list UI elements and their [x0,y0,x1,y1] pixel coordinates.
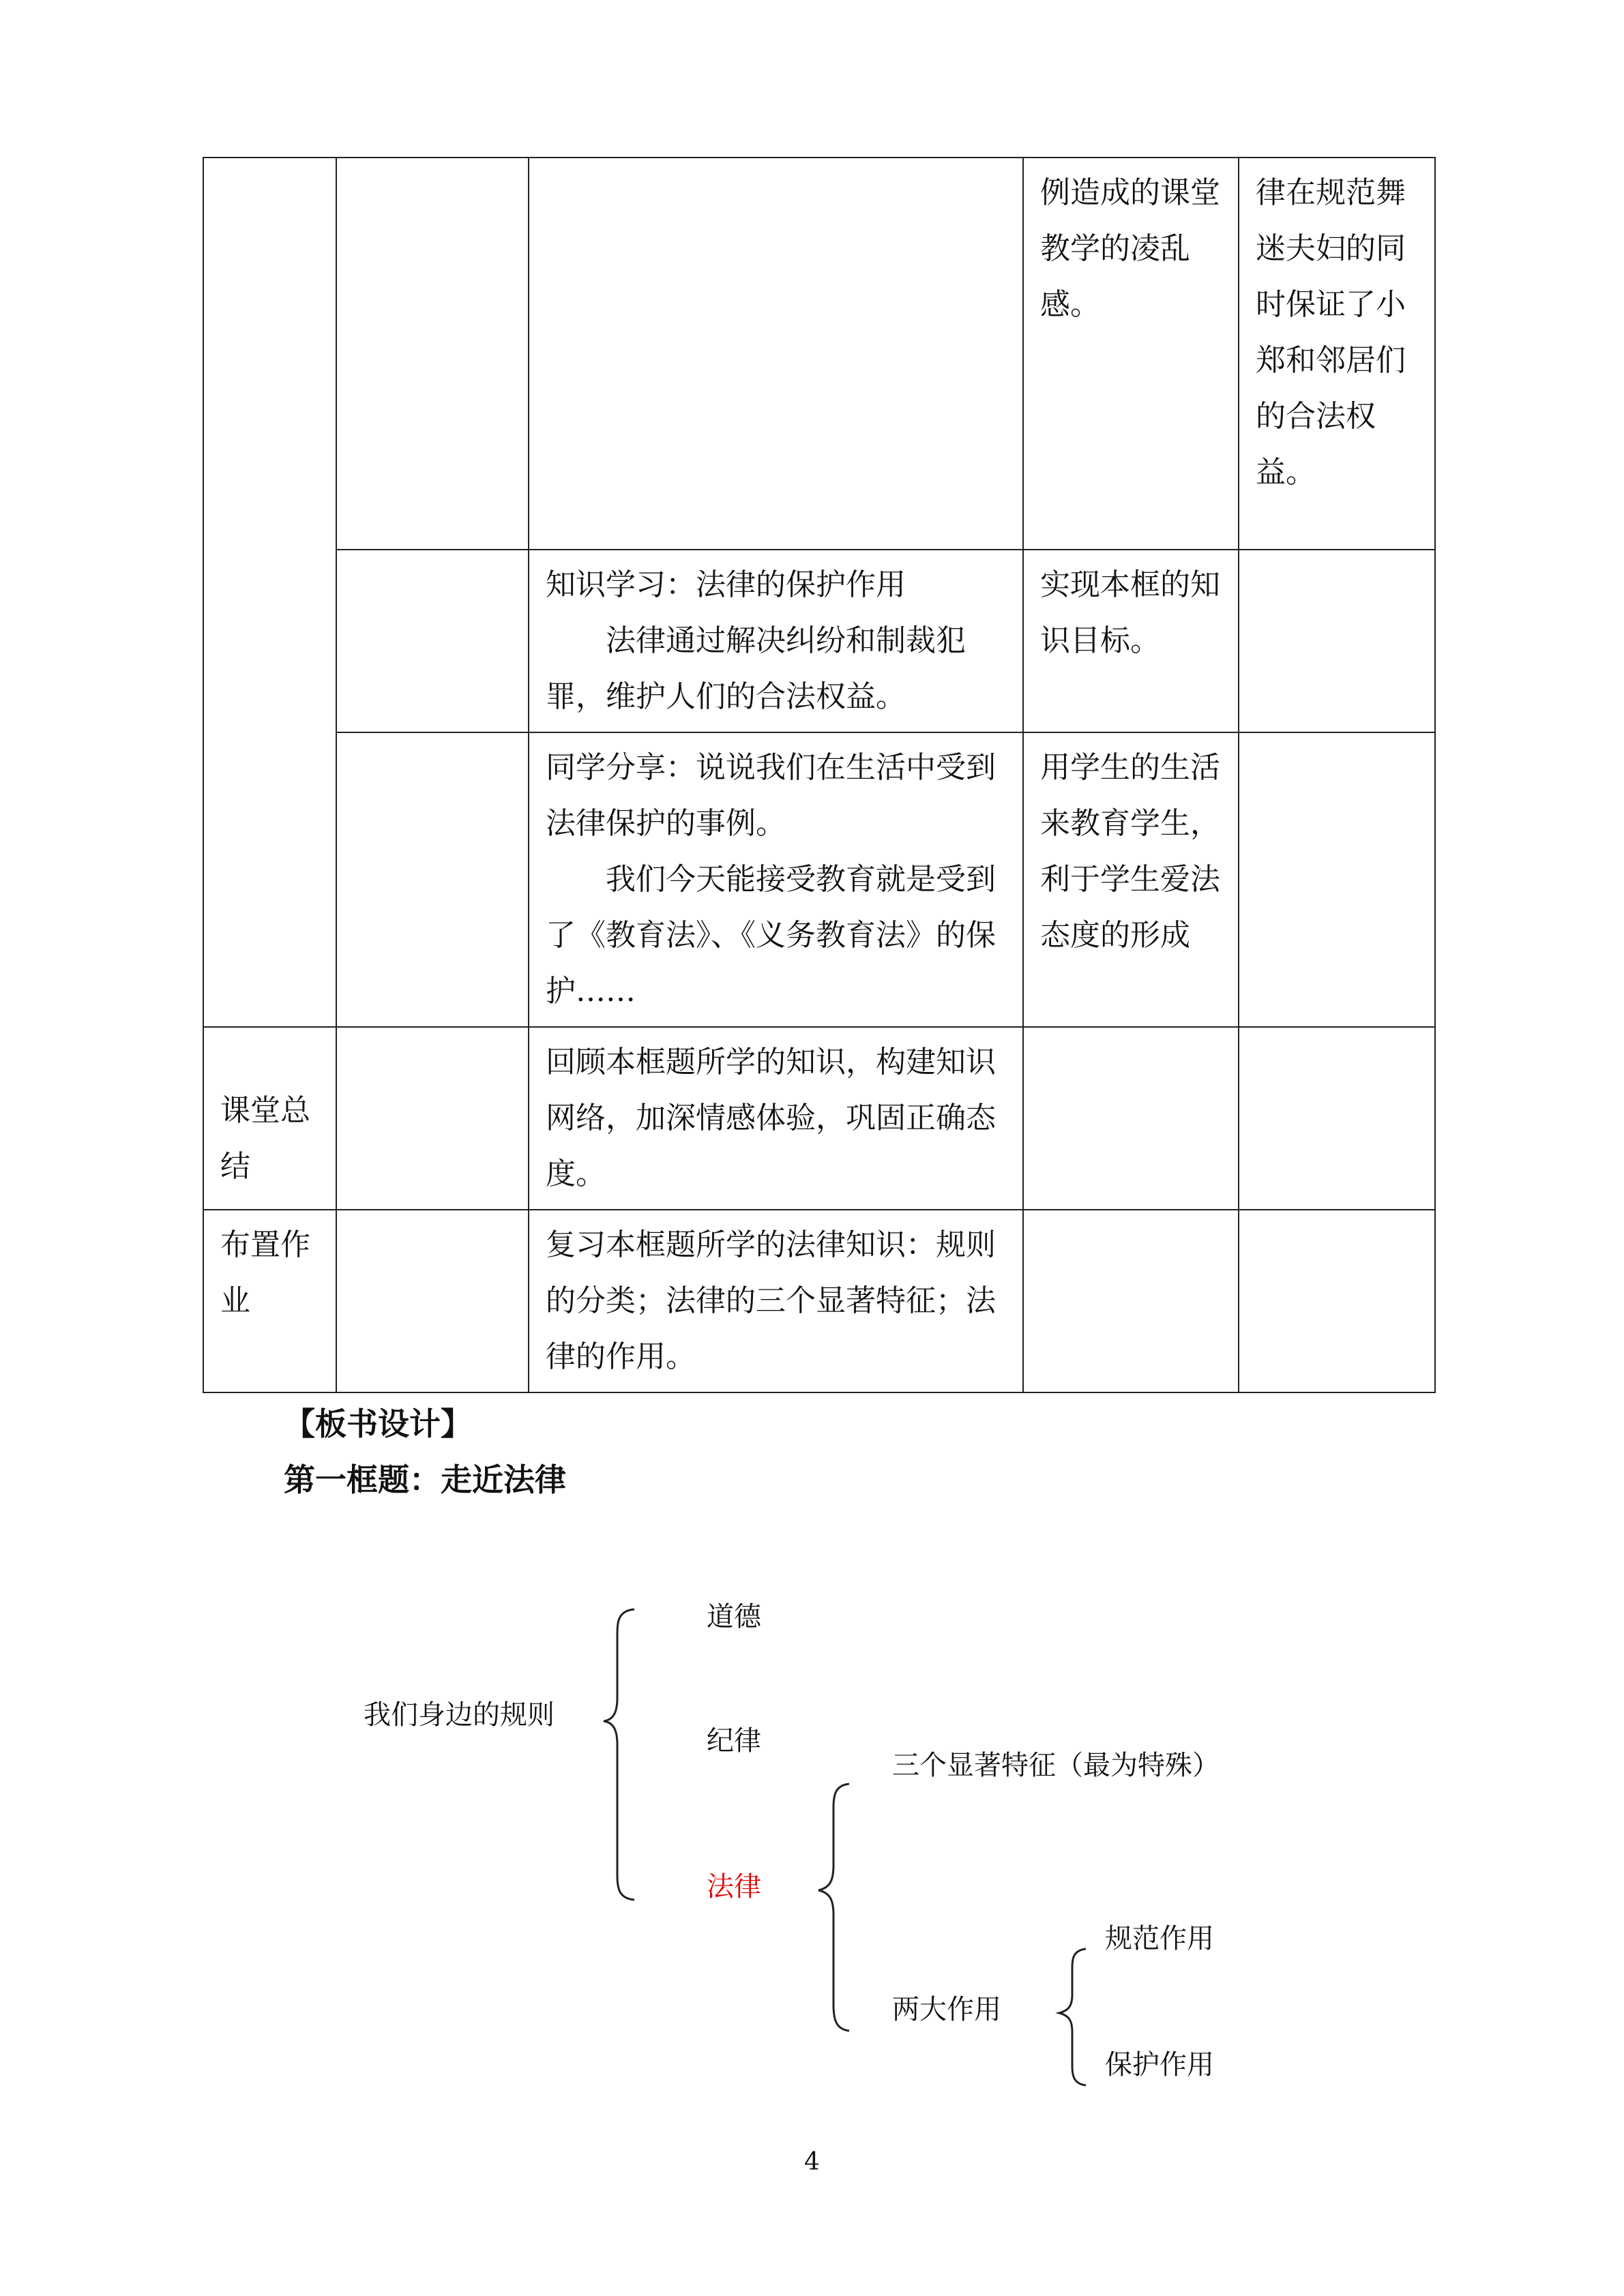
brace-functions [1059,1949,1086,2085]
table-cell-stage: 布置作业 [203,1210,336,1392]
table-cell-intent: 例造成的课堂教学的凌乱感。 [1023,158,1239,550]
table-cell-note: 律在规范舞迷夫妇的同时保证了小郑和邻居们的合法权益。 [1239,158,1435,550]
table-cell-intent: 实现本框的知识目标。 [1023,550,1239,732]
content-paragraph: 我们今天能接受教育就是受到了《教育法》、《义务教育法》的保护…… [546,862,996,1009]
content-paragraph: 回顾本框题所学的知识，构建知识网络，加深情感体验，巩固正确态度。 [546,1045,996,1191]
diagram-node-law: 法律 [707,1871,761,1903]
diagram-node-protect: 保护作用 [1105,2049,1214,2081]
brace-law [818,1784,849,2031]
page-number: 4 [804,2148,820,2176]
section-heading: 【板书设计】 [284,1405,472,1442]
diagram-root: 我们身边的规则 [364,1699,555,1731]
brace-rules [604,1609,634,1900]
diagram-node-morality: 道德 [707,1601,761,1632]
content-paragraph: 同学分享：说说我们在生活中受到法律保护的事例。 [546,750,996,841]
diagram-node-features: 三个显著特征（最为特殊） [892,1750,1220,1781]
diagram-node-discipline: 纪律 [707,1725,761,1757]
content-paragraph: 知识学习：法律的保护作用 [546,567,906,602]
diagram-node-regulate: 规范作用 [1105,1923,1214,1954]
table-cell-intent: 用学生的生活来教育学生，利于学生爱法态度的形成 [1023,732,1239,1027]
content-paragraph: 法律通过解决纠纷和制裁犯罪，维护人们的合法权益。 [546,623,966,714]
table-cell-stage: 课堂总结 [203,1027,336,1210]
board-title: 第一框题：走近法律 [284,1461,566,1498]
diagram-node-functions: 两大作用 [892,1994,1001,2025]
content-paragraph: 复习本框题所学的法律知识：规则的分类；法律的三个显著特征；法律的作用。 [546,1227,996,1374]
